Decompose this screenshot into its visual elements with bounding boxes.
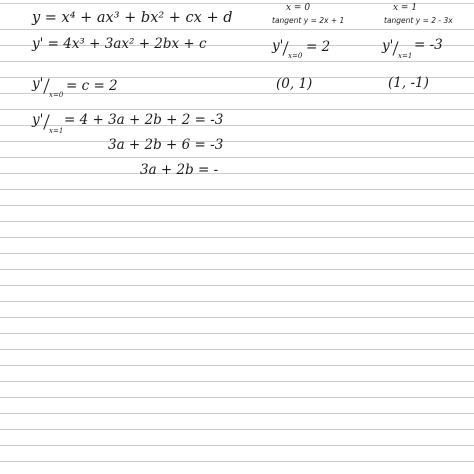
derivative-equation: y' = 4x³ + 3ax² + 2bx + c [32,36,207,52]
simplified-equation: 3a + 2b + 6 = -3 [108,137,224,153]
condition1-derivative-value: = 2 [306,39,331,55]
condition2-derivative-value: = -3 [414,37,443,53]
condition1-point: (0, 1) [276,76,313,92]
condition1-derivative-subscript: x=0 [288,52,303,60]
derivative-at-one-label: y' [32,112,44,128]
condition2-derivative-label: y' [382,38,394,54]
condition2-tangent-line: tangent y = 2 - 3x [384,16,453,25]
condition2-derivative-subscript: x=1 [398,52,413,60]
condition2-point: (1, -1) [388,75,429,91]
derivative-at-zero-value: = c = 2 [66,78,118,94]
partial-equation: 3a + 2b = - [140,162,219,178]
condition1-derivative-label: y' [272,38,284,54]
function-equation: y = x⁴ + ax³ + bx² + cx + d [32,10,233,26]
derivative-at-zero-subscript: x=0 [49,91,64,99]
condition1-x-value: x = 0 [286,3,311,13]
derivative-at-one-subscript: x=1 [49,127,64,135]
derivative-at-zero-label: y' [32,76,44,92]
derivative-at-one-expansion: = 4 + 3a + 2b + 2 = -3 [64,112,224,128]
condition1-tangent-line: tangent y = 2x + 1 [272,16,345,25]
condition2-x-value: x = 1 [393,3,418,13]
